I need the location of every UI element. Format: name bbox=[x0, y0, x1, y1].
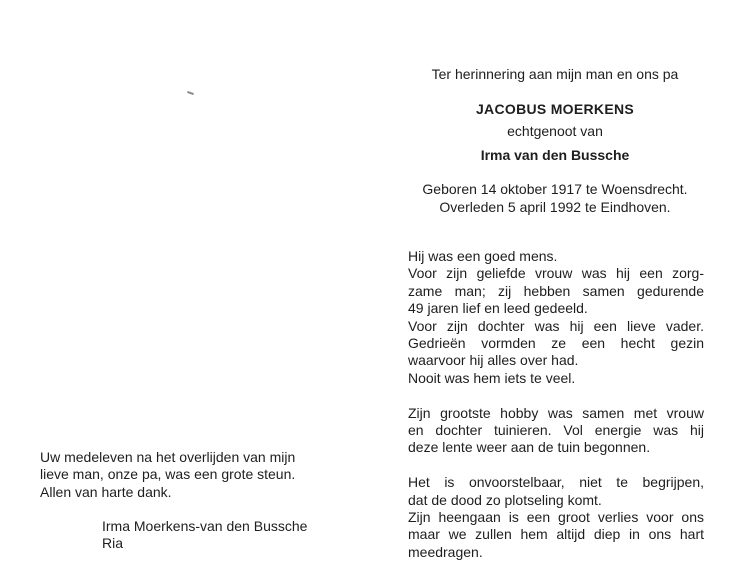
poem-line: waarvoor hij alles over had. bbox=[408, 352, 579, 369]
poem-line: Nooit was hem iets te veel. bbox=[408, 369, 576, 386]
poem-line: Het is onvoorstelbaar, niet te begrijpen, bbox=[408, 474, 704, 491]
poem-line: Gedrieën vormden ze een hecht gezin bbox=[408, 335, 704, 352]
poem-line: deze lente weer aan de tuin begonnen. bbox=[408, 439, 651, 456]
poem-line: Voor zijn geliefde vrouw was hij een zorg- bbox=[408, 265, 704, 282]
spouse-name: Irma van den Bussche bbox=[480, 147, 630, 163]
signatures bbox=[102, 518, 307, 553]
paragraph-gap bbox=[408, 387, 704, 404]
memorial-poem bbox=[408, 248, 704, 561]
poem-line: meedragen. bbox=[408, 543, 483, 560]
deceased-name: JACOBUS MOERKENS bbox=[475, 101, 635, 117]
thanks-line: Allen van harte dank. bbox=[40, 483, 172, 500]
poem-line: Voor zijn dochter was hij een lieve vader. bbox=[408, 317, 704, 334]
birth-date: Geboren 14 oktober 1917 te Woensdrecht. bbox=[422, 181, 688, 197]
print-speck bbox=[187, 91, 194, 95]
poem-line: Zijn heengaan is een groot verlies voor ons bbox=[408, 509, 704, 526]
poem-line: maar we zullen hem altijd diep in ons hart bbox=[408, 526, 704, 543]
poem-line: en dochter tuinieren. Vol energie was hij bbox=[408, 422, 704, 439]
poem-line: Hij was een goed mens. bbox=[408, 248, 558, 264]
signature-line: Ria bbox=[102, 535, 124, 552]
poem-line: zame man; zij hebben samen gedurende bbox=[408, 282, 704, 299]
thanks-line: lieve man, onze pa, was een grote steun. bbox=[40, 466, 296, 483]
poem-line: Zijn grootste hobby was samen met vrouw bbox=[408, 404, 704, 421]
signature-line: Irma Moerkens-van den Bussche bbox=[102, 518, 308, 534]
thanks-message bbox=[40, 449, 360, 501]
thanks-line: Uw medeleven na het overlijden van mijn bbox=[40, 449, 296, 465]
poem-line: 49 jaren lief en leed gedeeld. bbox=[408, 300, 588, 317]
death-date: Overleden 5 april 1992 te Eindhoven. bbox=[439, 199, 671, 215]
intro-text: Ter herinnering aan mijn man en ons pa bbox=[431, 66, 679, 82]
poem-line: dat de dood zo plotseling komt. bbox=[408, 491, 602, 508]
life-dates bbox=[400, 180, 710, 216]
paragraph-gap bbox=[408, 457, 704, 474]
spouse-label: echtgenoot van bbox=[507, 123, 603, 139]
